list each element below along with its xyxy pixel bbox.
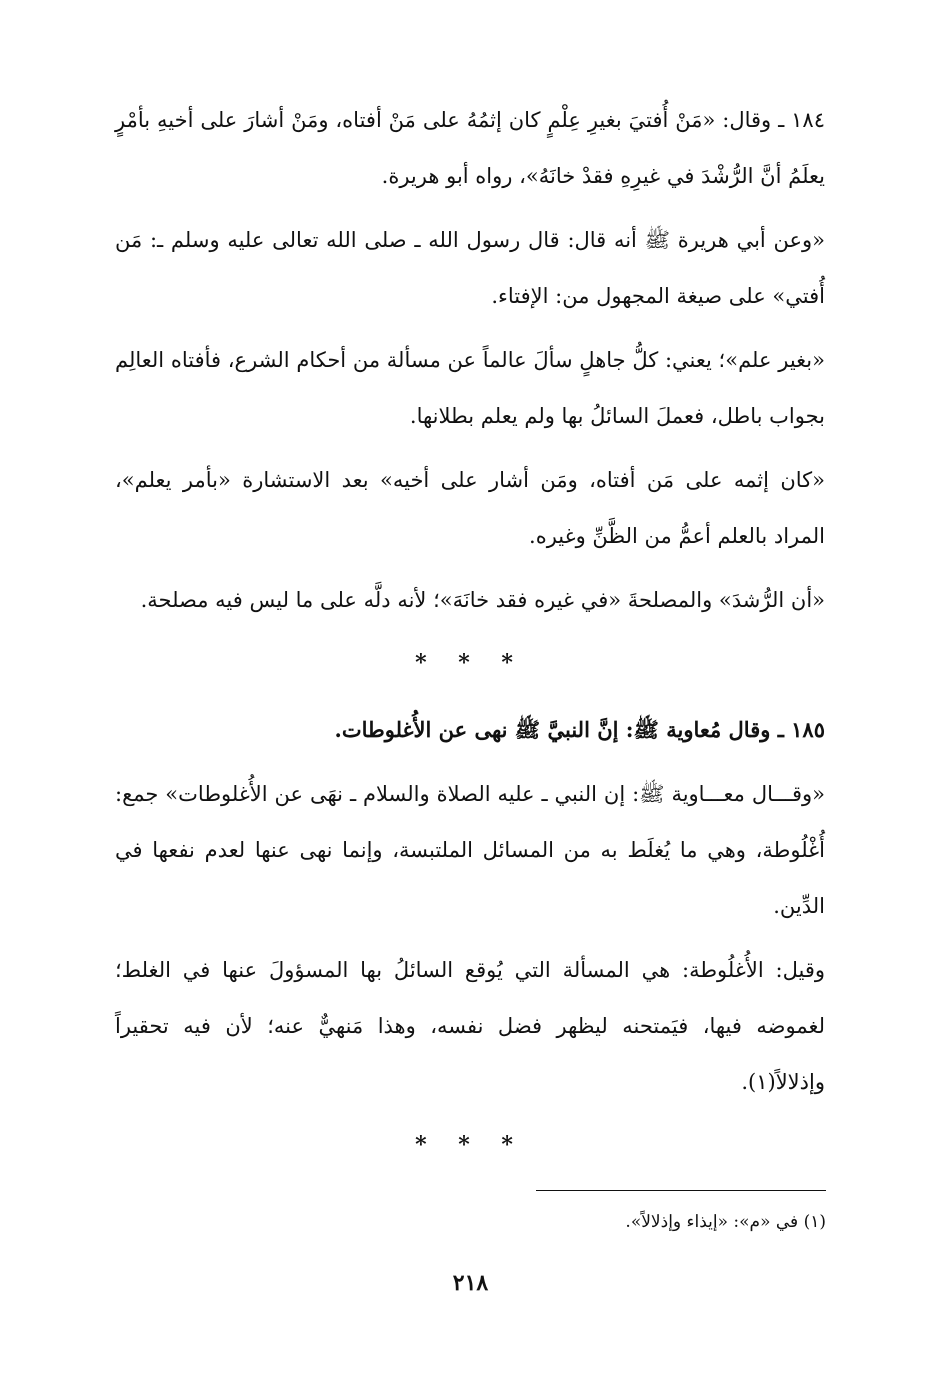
section-separator: * * * xyxy=(415,650,525,676)
paragraph-184-commentary-1: «وعن أبي هريرة ﷺ أنه قال: قال رسول الله ـ صلى الله تعالى عليه وسلم ـ: مَن أُفتي» على صيغة المجهول من: الإفتاء. xyxy=(115,228,825,308)
paragraph-185-commentary-2: وقيل: الأُغلُوطة: هي المسألة التي يُوقع السائلُ بها المسؤولَ عنها في الغلط؛ لغموضه فيها، فيَمتحنه ليظهر فضل نفسه، وهذا مَنهيٌّ عنه؛ لأن فيه تحقيراً وإذلالاً(١). xyxy=(115,958,825,1094)
paragraph-184-commentary-3: «كان إثمه على مَن أفتاه، ومَن أشار على أخيه» بعد الاستشارة «بأمر يعلم»، المراد بالعلم أعمُّ من الظَّنِّ وغيره. xyxy=(115,468,825,548)
footnote: (١) في «م»: «إيذاء وإذلالاً». xyxy=(625,1212,826,1232)
paragraph-184-commentary-2: «بغير علم»؛ يعني: كلُّ جاهلٍ سألَ عالماً عن مسألة من أحكام الشرع، فأفتاه العالِم بجواب باطل، فعملَ السائلُ بها ولم يعلم بطلانها. xyxy=(115,348,825,428)
hadith-185-heading: ١٨٥ ـ وقال مُعاوية ﷺ: إنَّ النبيَّ ﷺ نهى عن الأُغلوطات. xyxy=(334,717,825,742)
paragraph-184-main: ١٨٤ ـ وقال: «مَنْ أُفتيَ بغيرِ عِلْمٍ كان إثمُهُ على مَنْ أفتاه، ومَنْ أشارَ على أخيهِ بأمْرٍ يعلَمُ أنَّ الرُّشْدَ في غيرِهِ فقدْ خانَهُ»، رواه أبو هريرة. xyxy=(115,108,825,188)
paragraph-185-commentary-1: «وقـــال معـــاوية ﷺ: إن النبي ـ عليه الصلاة والسلام ـ نهَى عن الأُغلوطات» جمع: أُغْلُوطة، وهي ما يُغلَط به من المسائل الملتبسة، وإنما نهى عنها لعدم نفعها في الدِّين. xyxy=(115,782,825,918)
section-separator: * * * xyxy=(415,1132,525,1158)
page-number: ٢١٨ xyxy=(452,1270,489,1296)
page-body xyxy=(115,92,825,1184)
paragraph-184-commentary-4: «أن الرُّشدَ» والمصلحةَ «في غيره فقد خانَهَ»؛ لأنه دلَّه على ما ليس فيه مصلحة. xyxy=(140,588,825,612)
footnote-divider xyxy=(536,1190,826,1191)
